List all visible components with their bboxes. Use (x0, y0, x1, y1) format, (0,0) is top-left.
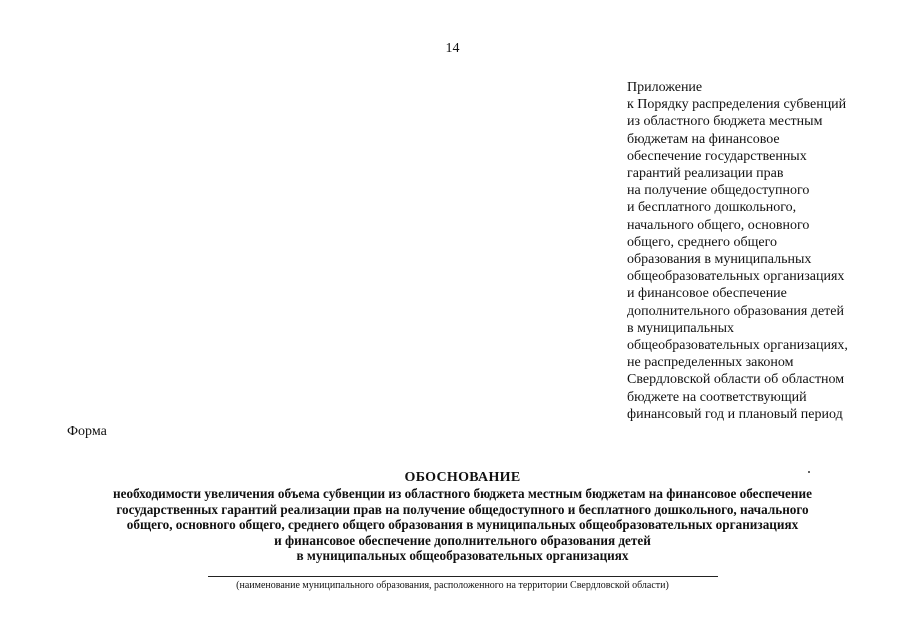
appendix-line: и бесплатного дошкольного, (627, 200, 797, 216)
heading-line: и финансовое обеспечение дополнительного образования детей (274, 532, 651, 548)
appendix-line: начального общего, основного (627, 217, 810, 233)
municipality-name-line (208, 576, 718, 577)
appendix-line: финансовый год и плановый период (627, 406, 843, 422)
appendix-line: общего, среднего общего (627, 234, 777, 250)
appendix-line: в муниципальных (627, 320, 735, 336)
appendix-reference (627, 79, 899, 423)
form-label: Форма (67, 424, 107, 439)
appendix-line: образования в муниципальных (627, 252, 812, 268)
page-number: 14 (445, 41, 460, 56)
appendix-line: Приложение (627, 80, 703, 95)
heading-line: общего, основного общего, среднего общего образования в муниципальных общеобразовательных организациях (126, 517, 799, 533)
heading-line: в муниципальных общеобразовательных организациях (296, 548, 629, 564)
appendix-line: и финансовое обеспечение (627, 286, 787, 302)
appendix-line: бюджетам на финансовое (627, 131, 780, 147)
appendix-line: дополнительного образования детей (627, 303, 844, 319)
appendix-line: обеспечение государственных (627, 148, 807, 164)
heading-line: государственных гарантий реализации прав на получение общедоступного и бесплатного дошкольного, начального (116, 501, 809, 517)
appendix-line: Свердловской области об областном (627, 372, 845, 388)
heading-title: ОБОСНОВАНИЕ (404, 470, 521, 485)
document-heading (20, 469, 905, 564)
appendix-line: бюджете на соответствующий (627, 389, 807, 405)
appendix-line: к Порядку распределения субвенций (627, 97, 847, 113)
appendix-line: на получение общедоступного (627, 183, 810, 199)
municipality-name-caption: (наименование муниципального образования, расположенного на территории Свердловской области) (236, 580, 669, 591)
appendix-line: из областного бюджета местным (627, 114, 823, 130)
appendix-line: гарантий реализации прав (627, 166, 784, 182)
appendix-line: не распределенных законом (627, 355, 794, 371)
appendix-line: общеобразовательных организациях, (627, 338, 848, 354)
heading-line: необходимости увеличения объема субвенции из областного бюджета местным бюджетам на финансовое обеспечение (113, 486, 812, 501)
appendix-line: общеобразовательных организациях (627, 269, 845, 285)
heading-subtitle (20, 486, 905, 564)
